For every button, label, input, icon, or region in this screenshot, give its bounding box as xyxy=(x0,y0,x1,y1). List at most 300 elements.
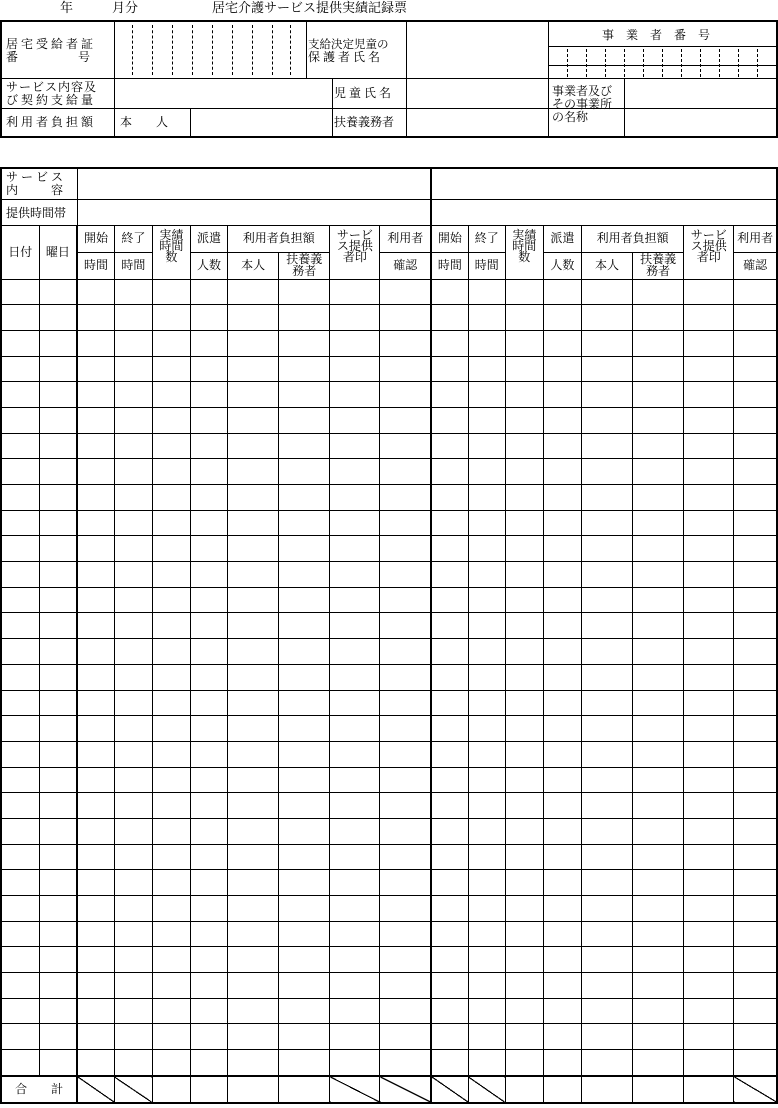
record-cell xyxy=(633,767,684,793)
record-cell xyxy=(734,844,777,870)
record-cell xyxy=(279,716,330,742)
copay-dependent-header-text: 務者 xyxy=(292,263,317,278)
record-cell xyxy=(228,921,279,947)
record-cell xyxy=(380,587,431,613)
record-cell xyxy=(279,485,330,511)
record-cell xyxy=(190,330,227,356)
record-cell xyxy=(581,818,632,844)
record-cell xyxy=(1,973,39,999)
record-cell xyxy=(152,407,190,433)
record-cell xyxy=(431,613,468,639)
record-cell xyxy=(543,793,581,819)
record-cell xyxy=(633,613,684,639)
total-cell-disabled xyxy=(114,1076,152,1103)
record-cell xyxy=(190,536,227,562)
record-cell xyxy=(581,305,632,331)
record-cell xyxy=(77,921,114,947)
record-cell xyxy=(279,407,330,433)
record-cell xyxy=(505,947,543,973)
record-cell xyxy=(279,279,330,305)
user-confirm-sub-header xyxy=(734,252,777,279)
record-cell xyxy=(505,844,543,870)
record-cell xyxy=(581,1050,632,1076)
table-row xyxy=(1,1024,777,1050)
record-cell xyxy=(380,356,431,382)
record-cell xyxy=(228,613,279,639)
actual-header xyxy=(152,225,190,279)
start-header-text: 開始 xyxy=(83,231,108,246)
record-cell xyxy=(633,433,684,459)
record-cell xyxy=(1,562,39,588)
record-cell xyxy=(190,279,227,305)
record-cell xyxy=(581,793,632,819)
table-row xyxy=(1,793,777,819)
record-cell xyxy=(633,741,684,767)
record-cell xyxy=(633,998,684,1024)
record-cell xyxy=(114,305,152,331)
seal-header xyxy=(330,225,380,279)
record-cell xyxy=(228,587,279,613)
table-row xyxy=(1,896,777,922)
record-cell xyxy=(152,998,190,1024)
record-cell xyxy=(505,1024,543,1050)
table-row xyxy=(1,767,777,793)
record-cell xyxy=(190,305,227,331)
record-cell xyxy=(190,793,227,819)
record-cell xyxy=(684,870,734,896)
table-row xyxy=(1,921,777,947)
record-cell xyxy=(77,690,114,716)
record-cell xyxy=(114,818,152,844)
record-cell xyxy=(633,485,684,511)
record-cell xyxy=(190,562,227,588)
record-cell xyxy=(279,330,330,356)
table-row xyxy=(1,459,777,485)
record-cell xyxy=(468,844,505,870)
record-cell xyxy=(152,741,190,767)
record-cell xyxy=(39,587,77,613)
user-confirm-sub-header xyxy=(380,252,431,279)
seal-header-text: 者印 xyxy=(342,250,367,265)
record-cell xyxy=(330,587,380,613)
total-label-text: 合 計 xyxy=(15,1081,64,1096)
record-cell xyxy=(633,407,684,433)
record-cell xyxy=(77,947,114,973)
record-cell xyxy=(543,767,581,793)
record-cell xyxy=(77,1050,114,1076)
record-cell xyxy=(77,639,114,665)
record-cell xyxy=(633,973,684,999)
record-cell xyxy=(543,870,581,896)
record-cell xyxy=(77,382,114,408)
record-cell xyxy=(228,305,279,331)
record-cell xyxy=(581,613,632,639)
record-cell xyxy=(228,1050,279,1076)
record-cell xyxy=(152,613,190,639)
record-cell xyxy=(279,690,330,716)
record-cell xyxy=(39,947,77,973)
end-header-text: 終了 xyxy=(474,231,499,246)
user-confirm-sub-header-text: 確認 xyxy=(743,258,768,273)
record-cell xyxy=(543,407,581,433)
title-month: 月分 xyxy=(112,1,139,16)
record-cell xyxy=(543,433,581,459)
record-cell xyxy=(114,844,152,870)
record-cell xyxy=(380,896,431,922)
record-cell xyxy=(279,382,330,408)
seal-header-text: 者印 xyxy=(696,250,721,265)
record-cell xyxy=(505,973,543,999)
record-cell xyxy=(543,973,581,999)
record-cell xyxy=(114,459,152,485)
record-cell xyxy=(380,973,431,999)
record-cell xyxy=(39,818,77,844)
record-cell xyxy=(431,921,468,947)
record-cell xyxy=(77,587,114,613)
record-cell xyxy=(431,844,468,870)
dispatch-header xyxy=(190,225,227,252)
record-cell xyxy=(114,356,152,382)
copay-self-header xyxy=(581,252,632,279)
record-cell xyxy=(633,690,684,716)
record-cell xyxy=(633,587,684,613)
record-cell xyxy=(431,1050,468,1076)
record-cell xyxy=(468,741,505,767)
start-time-header-text: 時間 xyxy=(83,258,108,273)
record-cell xyxy=(330,407,380,433)
record-cell xyxy=(114,767,152,793)
record-cell xyxy=(633,305,684,331)
record-cell xyxy=(468,536,505,562)
record-cell xyxy=(114,613,152,639)
record-cell xyxy=(684,716,734,742)
record-cell xyxy=(468,382,505,408)
record-cell xyxy=(190,844,227,870)
record-cell xyxy=(1,844,39,870)
record-cell xyxy=(543,279,581,305)
record-cell xyxy=(581,664,632,690)
record-cell xyxy=(543,921,581,947)
record-cell xyxy=(114,870,152,896)
table-row xyxy=(1,870,777,896)
record-cell xyxy=(77,510,114,536)
table-row xyxy=(1,818,777,844)
record-cell xyxy=(39,844,77,870)
record-cell xyxy=(279,305,330,331)
record-cell xyxy=(1,613,39,639)
record-cell xyxy=(633,870,684,896)
record-cell xyxy=(77,716,114,742)
record-cell xyxy=(228,690,279,716)
record-cell xyxy=(468,562,505,588)
record-cell xyxy=(431,870,468,896)
record-cell xyxy=(431,433,468,459)
record-cell xyxy=(330,767,380,793)
record-cell xyxy=(734,921,777,947)
record-cell xyxy=(734,536,777,562)
record-cell xyxy=(468,947,505,973)
record-cell xyxy=(330,921,380,947)
record-cell xyxy=(734,870,777,896)
record-cell xyxy=(468,639,505,665)
record-cell xyxy=(684,973,734,999)
record-cell xyxy=(39,330,77,356)
record-cell xyxy=(684,639,734,665)
start-header xyxy=(431,225,468,252)
record-cell xyxy=(114,690,152,716)
record-cell xyxy=(431,562,468,588)
table-row xyxy=(1,382,777,408)
header-box xyxy=(0,20,778,138)
record-cell xyxy=(330,356,380,382)
record-cell xyxy=(431,407,468,433)
record-cell xyxy=(633,844,684,870)
table-row xyxy=(1,433,777,459)
record-cell xyxy=(505,639,543,665)
record-cell xyxy=(684,356,734,382)
record-cell xyxy=(543,510,581,536)
copay-self-header-text: 本人 xyxy=(241,258,266,273)
record-cell xyxy=(468,330,505,356)
record-cell xyxy=(581,356,632,382)
record-cell xyxy=(380,818,431,844)
end-header-text: 終了 xyxy=(121,231,146,246)
record-cell xyxy=(114,973,152,999)
table-row xyxy=(1,562,777,588)
record-cell xyxy=(1,587,39,613)
record-cell xyxy=(543,690,581,716)
record-cell xyxy=(581,536,632,562)
record-cell xyxy=(77,818,114,844)
record-cell xyxy=(468,1024,505,1050)
record-cell xyxy=(505,330,543,356)
record-cell xyxy=(380,639,431,665)
record-cell xyxy=(505,613,543,639)
record-cell xyxy=(684,793,734,819)
record-cell xyxy=(431,741,468,767)
record-cell xyxy=(431,356,468,382)
end-time-header xyxy=(114,252,152,279)
record-cell xyxy=(505,433,543,459)
record-cell xyxy=(152,921,190,947)
record-cell xyxy=(684,818,734,844)
record-cell xyxy=(330,1050,380,1076)
record-cell xyxy=(380,1024,431,1050)
record-cell xyxy=(431,767,468,793)
record-cell xyxy=(114,330,152,356)
record-cell xyxy=(279,613,330,639)
total-cell xyxy=(190,1076,227,1103)
record-cell xyxy=(152,844,190,870)
record-cell xyxy=(380,279,431,305)
record-cell xyxy=(505,1050,543,1076)
record-cell xyxy=(684,305,734,331)
record-cell xyxy=(228,407,279,433)
record-cell xyxy=(228,767,279,793)
record-cell xyxy=(1,690,39,716)
child-name-label: 児童氏名 xyxy=(334,86,395,100)
user-confirm-header xyxy=(734,225,777,252)
copay-self-header xyxy=(228,252,279,279)
record-cell xyxy=(330,613,380,639)
record-cell xyxy=(228,485,279,511)
record-cell xyxy=(330,741,380,767)
title-year: 年 xyxy=(60,1,74,16)
record-cell xyxy=(581,741,632,767)
total-cell xyxy=(633,1076,684,1103)
record-cell xyxy=(581,1024,632,1050)
record-cell xyxy=(633,664,684,690)
record-cell xyxy=(734,1024,777,1050)
record-cell xyxy=(114,407,152,433)
record-cell xyxy=(77,433,114,459)
dispatch-count-header xyxy=(543,252,581,279)
dispatch-count-header-text: 人数 xyxy=(550,258,575,273)
record-cell xyxy=(77,356,114,382)
record-cell xyxy=(581,998,632,1024)
user-confirm-sub-header-text: 確認 xyxy=(393,258,418,273)
record-cell xyxy=(114,510,152,536)
record-cell xyxy=(330,973,380,999)
record-cell xyxy=(77,613,114,639)
record-cell xyxy=(633,793,684,819)
record-cell xyxy=(543,1050,581,1076)
record-cell xyxy=(734,407,777,433)
record-cell xyxy=(380,433,431,459)
record-cell xyxy=(330,510,380,536)
record-cell xyxy=(734,613,777,639)
record-cell xyxy=(330,870,380,896)
table-row xyxy=(1,1050,777,1076)
record-cell xyxy=(684,510,734,536)
record-cell xyxy=(468,459,505,485)
record-cell xyxy=(684,664,734,690)
record-cell xyxy=(684,407,734,433)
record-cell xyxy=(468,305,505,331)
record-cell xyxy=(279,1050,330,1076)
table-row xyxy=(1,690,777,716)
record-cell xyxy=(1,407,39,433)
user-confirm-header-text: 利用者 xyxy=(387,231,424,246)
record-cell xyxy=(114,793,152,819)
record-cell xyxy=(190,1024,227,1050)
actual-header-text: 数 xyxy=(165,250,178,265)
record-cell xyxy=(684,896,734,922)
record-cell xyxy=(114,536,152,562)
record-cell xyxy=(77,844,114,870)
record-cell xyxy=(1,330,39,356)
record-cell xyxy=(190,1050,227,1076)
record-cell xyxy=(114,664,152,690)
start-header xyxy=(77,225,114,252)
record-cell xyxy=(330,716,380,742)
record-cell xyxy=(39,639,77,665)
record-cell xyxy=(1,279,39,305)
record-cell xyxy=(581,510,632,536)
record-cell xyxy=(734,767,777,793)
record-cell xyxy=(330,459,380,485)
record-cell xyxy=(734,818,777,844)
record-cell xyxy=(684,741,734,767)
record-cell xyxy=(543,639,581,665)
record-cell xyxy=(228,716,279,742)
record-cell xyxy=(734,305,777,331)
total-cell xyxy=(581,1076,632,1103)
record-cell xyxy=(505,536,543,562)
record-cell xyxy=(431,459,468,485)
record-cell xyxy=(228,973,279,999)
record-cell xyxy=(152,382,190,408)
record-cell xyxy=(1,356,39,382)
record-cell xyxy=(330,639,380,665)
total-cell-disabled xyxy=(380,1076,431,1103)
record-cell xyxy=(431,382,468,408)
record-cell xyxy=(380,716,431,742)
record-cell xyxy=(279,818,330,844)
record-table xyxy=(0,167,778,1104)
record-cell xyxy=(228,639,279,665)
record-cell xyxy=(505,664,543,690)
record-cell xyxy=(330,818,380,844)
record-cell xyxy=(431,896,468,922)
record-cell xyxy=(581,562,632,588)
record-cell xyxy=(330,433,380,459)
record-cell xyxy=(380,330,431,356)
record-cell xyxy=(380,407,431,433)
record-cell xyxy=(114,382,152,408)
table-row xyxy=(1,510,777,536)
record-cell xyxy=(228,330,279,356)
record-cell xyxy=(380,305,431,331)
record-cell xyxy=(152,536,190,562)
record-cell xyxy=(543,844,581,870)
record-cell xyxy=(228,382,279,408)
record-cell xyxy=(152,587,190,613)
record-cell xyxy=(39,896,77,922)
record-cell xyxy=(581,279,632,305)
table-row xyxy=(1,407,777,433)
record-cell xyxy=(39,510,77,536)
record-cell xyxy=(228,844,279,870)
record-cell xyxy=(39,973,77,999)
table-row xyxy=(1,947,777,973)
record-cell xyxy=(633,1024,684,1050)
actual-header-text: 実績 xyxy=(512,227,537,242)
record-cell xyxy=(505,356,543,382)
record-cell xyxy=(39,1050,77,1076)
record-cell xyxy=(431,973,468,999)
recipient-cert-label-2: 番 号 xyxy=(6,50,91,64)
record-cell xyxy=(190,947,227,973)
record-cell xyxy=(734,485,777,511)
copay-dependent-header-text: 扶養義 xyxy=(640,252,677,267)
record-cell xyxy=(684,921,734,947)
record-cell xyxy=(228,356,279,382)
record-cell xyxy=(114,998,152,1024)
record-cell xyxy=(468,690,505,716)
record-cell xyxy=(77,973,114,999)
record-cell xyxy=(468,896,505,922)
record-cell xyxy=(114,433,152,459)
record-cell xyxy=(77,896,114,922)
seal-header-text: サービ xyxy=(690,227,727,242)
record-cell xyxy=(684,690,734,716)
record-cell xyxy=(77,279,114,305)
record-cell xyxy=(114,1050,152,1076)
record-cell xyxy=(114,639,152,665)
copay-header-text: 利用者負担額 xyxy=(596,231,669,246)
record-cell xyxy=(279,433,330,459)
